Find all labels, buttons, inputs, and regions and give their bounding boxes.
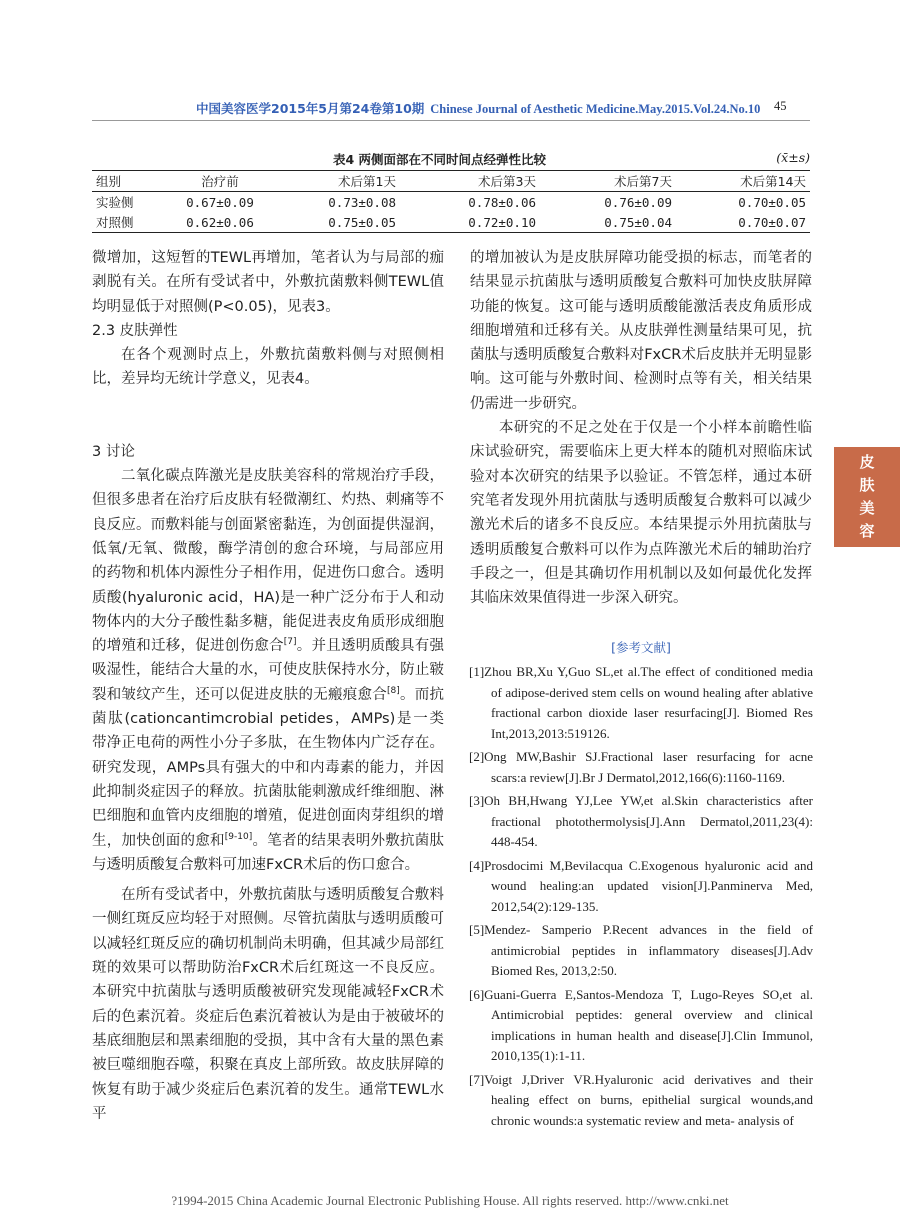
text-run: 二氧化碳点阵激光是皮肤美容科的常规治疗手段，但很多患者在治疗后皮肤有轻微潮红、灼热、刺痛等不良反应。而敷料能与创面紧密黏连，为创面提供湿润，低氧/无氧、微酸，酶学清创的愈合环境，与局部应用的药物和机体内源性分子相作用，促进伤口愈合。透明质酸(hyaluronic acid，HA)是一种广泛分布于人和动物体内的大分子酸性黏多糖，能促进表皮角质形成细胞的增殖和迁移，促进创伤愈合: [92, 468, 444, 655]
table-cell: 0.75±0.04: [604, 214, 672, 230]
table-caption: 表4 两侧面部在不同时间点经弹性比较: [333, 152, 547, 167]
section-side-tab: [834, 447, 900, 547]
left-column: [92, 246, 444, 1126]
table-cell: 0.67±0.09: [186, 194, 254, 210]
body-paragraph: 在各个观测时点上，外敷抗菌敷料侧与对照侧相比，差异均无统计学意义，见表4。: [92, 347, 444, 388]
table-cell: 0.78±0.06: [468, 194, 536, 210]
reference-item: [4]Prosdocimi M,Bevilacqua C.Exogenous hyaluronic acid and wound healing:an updated vision[J].Panminerva Med, 2012,54(2):129-135.: [469, 857, 813, 914]
citation-marker: [9-10]: [224, 831, 253, 842]
table-cell: 0.70±0.05: [738, 194, 806, 210]
table-header-cell: 术后第1天: [338, 174, 396, 189]
table-cell: 0.75±0.05: [328, 214, 396, 230]
table-header-row: [92, 171, 810, 192]
reference-item: [3]Oh BH,Hwang YJ,Lee YW,et al.Skin characteristics after fractional photothermolysis[J].Ann Dermatol,2011,23(4): 448-454.: [469, 793, 813, 849]
reference-item: [5]Mendez- Samperio P.Recent advances in the field of antimicrobial peptides in inflammatory diseases[J].Adv Biomed Res, 2013,2:50.: [469, 922, 813, 978]
side-tab-char: 美: [859, 499, 875, 517]
table-unit: (x̄±s): [776, 150, 810, 165]
references-list: [469, 662, 813, 1134]
text-run: 。而抗菌肽(cationcantimcrobial petides，AMPs)是一类带净正电荷的两性小分子多肽，在生物体内广泛存在。研究发现，AMPs具有强大的中和内毒素的能力，并因此抑制炎症因子的释放。抗菌肽能刺激成纤维细胞、淋巴细胞和血管内皮细胞的增殖，促进创面肉芽组织的增生，加快创面的愈和: [92, 686, 444, 849]
body-paragraph: 本研究的不足之处在于仅是一个小样本前瞻性临床试验研究，需要临床上更大样本的随机对照临床试验对本次研究的结果予以验证。不管怎样，通过本研究笔者发现外用抗菌肽与透明质酸复合敷料可以减少激光术后的诸多不良反应。本结果提示外用抗菌肽与透明质酸复合敷料可以作为点阵激光术后的辅助治疗手段之一，但是其确切作用机制以及如何最优化发挥其临床效果值得进一步深入研究。: [470, 420, 812, 607]
citation-marker: [8]: [387, 685, 400, 696]
reference-item: [7]Voigt J,Driver VR.Hyaluronic acid derivatives and their healing effect on burns, epithelial surgical wounds,and chronic wounds:a systematic review and meta- analysis of: [469, 1071, 813, 1128]
table-row: [92, 192, 810, 213]
table-row: [92, 212, 810, 233]
copyright-footer: ?1994-2015 China Academic Journal Electronic Publishing House. All rights reserved. http://www.cnki.net: [171, 1193, 729, 1208]
table-cell: 0.70±0.07: [738, 214, 806, 230]
header-rule: [92, 120, 810, 121]
citation-marker: [7]: [283, 637, 297, 648]
journal-name-cn: 中国美容医学2015年5月第24卷第10期: [196, 101, 425, 116]
references-heading: [参考文献]: [611, 640, 671, 655]
table-header-cell: 术后第3天: [478, 174, 536, 189]
reference-item: [1]Zhou BR,Xu Y,Guo SL,et al.The effect of conditioned media of adipose-derived stem cells on wound healing after ablative fractional carbon dioxide laser resurfacing[J]. Biomed Res Int,2013,2013:519126.: [469, 664, 813, 741]
table-title: [92, 150, 810, 168]
text-run: 。并且透明质酸具有强吸湿性，能结合大量的水，可使皮肤保持水分，防止皲裂和皱纹产生，还可以促进皮肤的无瘢痕愈合: [92, 638, 444, 703]
table-cell: 对照侧: [96, 215, 134, 230]
elasticity-table: [92, 170, 810, 233]
table-cell: 0.72±0.10: [468, 214, 536, 230]
running-header: [196, 99, 816, 119]
side-tab-char: 肤: [859, 476, 875, 494]
side-tab-char: 容: [859, 522, 875, 540]
table-cell: 0.73±0.08: [328, 194, 396, 210]
body-paragraph: 微增加，这短暂的TEWL再增加，笔者认为与局部的痂剥脱有关。在所有受试者中，外敷抗菌敷料侧TEWL值均明显低于对照侧(P<0.05)，见表3。: [92, 250, 444, 315]
section-heading: 3 讨论: [92, 443, 135, 460]
table-header-cell: 术后第14天: [740, 174, 806, 189]
text-run: 。笔者的结果表明外敷抗菌肽与透明质酸复合敷料可加速FxCR术后的伤口愈合。: [92, 832, 445, 873]
reference-item: [6]Guani-Guerra E,Santos-Mendoza T, Lugo-Reyes SO,et al. Antimicrobial peptides: general overview and clinical implications in human health and disease[J].Clin Immunol, 2010,135(1):1-11.: [469, 986, 813, 1063]
journal-name-en: Chinese Journal of Aesthetic Medicine.May.2015.Vol.24.No.10: [430, 102, 761, 116]
table-header-cell: 治疗前: [201, 174, 239, 189]
body-paragraph: 的增加被认为是皮肤屏障功能受损的标志，而笔者的结果显示抗菌肽与透明质酸复合敷料可加快皮肤屏障功能的恢复。这可能与透明质酸能激活表皮角质形成细胞增殖和迁移有关。从皮肤弹性测量结果可见，抗菌肽与透明质酸复合敷料对FxCR术后皮肤并无明显影响。这可能与外敷时间、检测时点等有关，相关结果仍需进一步研究。: [470, 250, 812, 412]
table-cell: 0.76±0.09: [604, 194, 672, 210]
body-paragraph: 在所有受试者中，外敷抗菌肽与透明质酸复合敷料一侧红斑反应均轻于对照侧。尽管抗菌肽与透明质酸可以减轻红斑反应的确切机制尚未明确，但其减少局部红斑的效果可以帮助防治FxCR术后红斑这一不良反应。本研究中抗菌肽与透明质酸被研究发现能减轻FxCR术后的色素沉着。炎症后色素沉着被认为是由于被破坏的基底细胞层和黑素细胞的受损，其中含有大量的黑色素被巨噬细胞吞噬，积聚在真皮上部所致。故皮肤屏障的恢复有助于减少炎症后色素沉着的发生。通常TEWL水平: [92, 887, 444, 1122]
right-column: [470, 246, 812, 610]
table-header-cell: 组别: [96, 174, 122, 189]
page-number: 45: [774, 99, 787, 113]
table-cell: 实验侧: [96, 195, 134, 210]
reference-item: [2]Ong MW,Bashir SJ.Fractional laser resurfacing for acne scars:a review[J].Br J Dermatol,2012,166(6):1160-1169.: [469, 749, 813, 785]
section-heading: 2.3 皮肤弹性: [92, 322, 178, 339]
body-paragraph: [92, 464, 444, 877]
table-header-cell: 术后第7天: [614, 174, 672, 189]
side-tab-char: 皮: [859, 453, 875, 471]
table-cell: 0.62±0.06: [186, 214, 254, 230]
